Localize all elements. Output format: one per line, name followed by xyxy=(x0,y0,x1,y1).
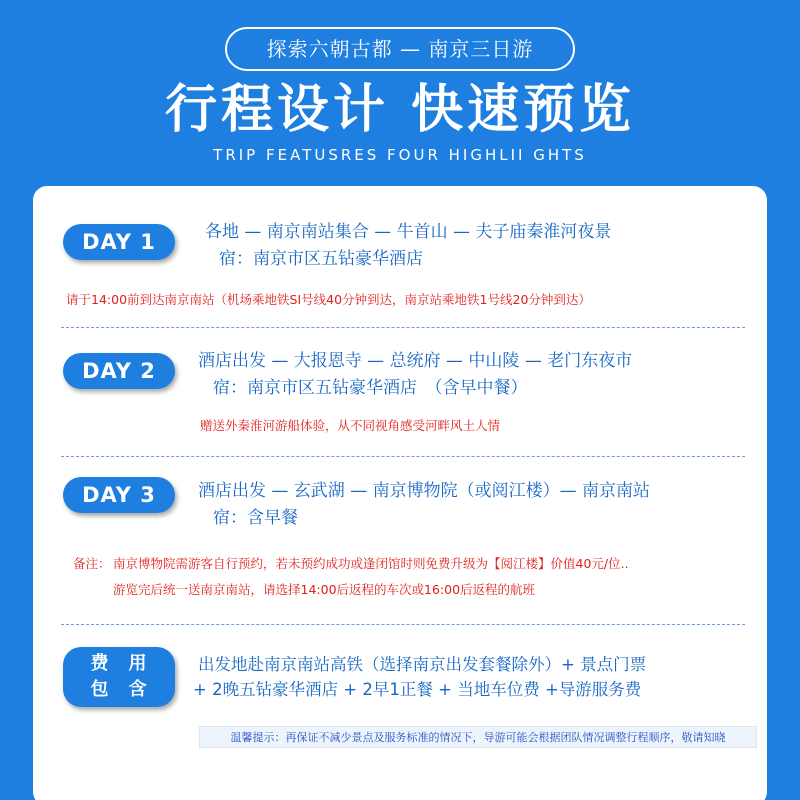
tip-label: 温馨提示： xyxy=(230,731,286,744)
fees-line-2: + 2晚五钻豪华酒店 + 2早1正餐 + 当地车位费 +导游服务费 xyxy=(193,680,642,699)
day-3-note-line-1: 南京博物院需游客自行预约，若未预约成功或逢闭馆时则免费升级为【阅江楼】价值40元/位.. xyxy=(113,556,629,571)
day-2-route: 酒店出发 — 大报恩寺 — 总统府 — 中山陵 — 老门东夜市 xyxy=(198,351,633,371)
fees-badge-line-2: 包 含 xyxy=(90,679,148,700)
trip-title-pill: 探索六朝古都 — 南京三日游 xyxy=(225,27,575,71)
day-3-note-line-2: 游览完后统一送南京南站，请选择14:00后返程的车次或16:00后返程的航班 xyxy=(113,582,536,597)
day-1-note: 请于14:00前到达南京南站（机场乘地铁SI号线40分钟到达，南京站乘地铁1号线20分钟到达） xyxy=(66,292,591,307)
itinerary-card xyxy=(33,186,767,800)
day-2-note: 赠送外秦淮河游船体验，从不同视角感受河畔风土人情 xyxy=(200,418,501,433)
day-1-hotel: 宿：南京市区五钻豪华酒店 xyxy=(219,249,423,269)
tip-banner xyxy=(199,726,757,748)
fees-badge xyxy=(63,647,175,707)
day-3-note-label: 备注： xyxy=(73,556,111,571)
page-subtitle: TRIP FEATUSRES FOUR HIGHLII GHTS xyxy=(213,146,587,164)
day-1-badge: DAY 1 xyxy=(63,224,175,260)
divider-3 xyxy=(61,624,745,625)
day-1-route: 各地 — 南京南站集合 — 牛首山 — 夫子庙秦淮河夜景 xyxy=(205,222,612,242)
day-3-route: 酒店出发 — 玄武湖 — 南京博物院（或阅江楼）— 南京南站 xyxy=(198,481,651,501)
fees-badge-line-1: 费 用 xyxy=(90,653,148,674)
page-title: 行程设计 快速预览 xyxy=(164,80,636,140)
day-2-hotel: 宿：南京市区五钻豪华酒店 （含早中餐） xyxy=(213,378,528,398)
divider-2 xyxy=(61,456,745,457)
day-3-badge: DAY 3 xyxy=(63,477,175,513)
day-2-badge: DAY 2 xyxy=(63,353,175,389)
fees-line-1: 出发地赴南京南站高铁（选择南京出发套餐除外）+ 景点门票 xyxy=(198,655,647,674)
divider-1 xyxy=(61,327,745,328)
tip-text: 再保证不减少景点及服务标准的情况下，导游可能会根据团队情况调整行程顺序，敬请知晓 xyxy=(285,731,726,744)
day-3-hotel: 宿：含早餐 xyxy=(213,508,298,528)
